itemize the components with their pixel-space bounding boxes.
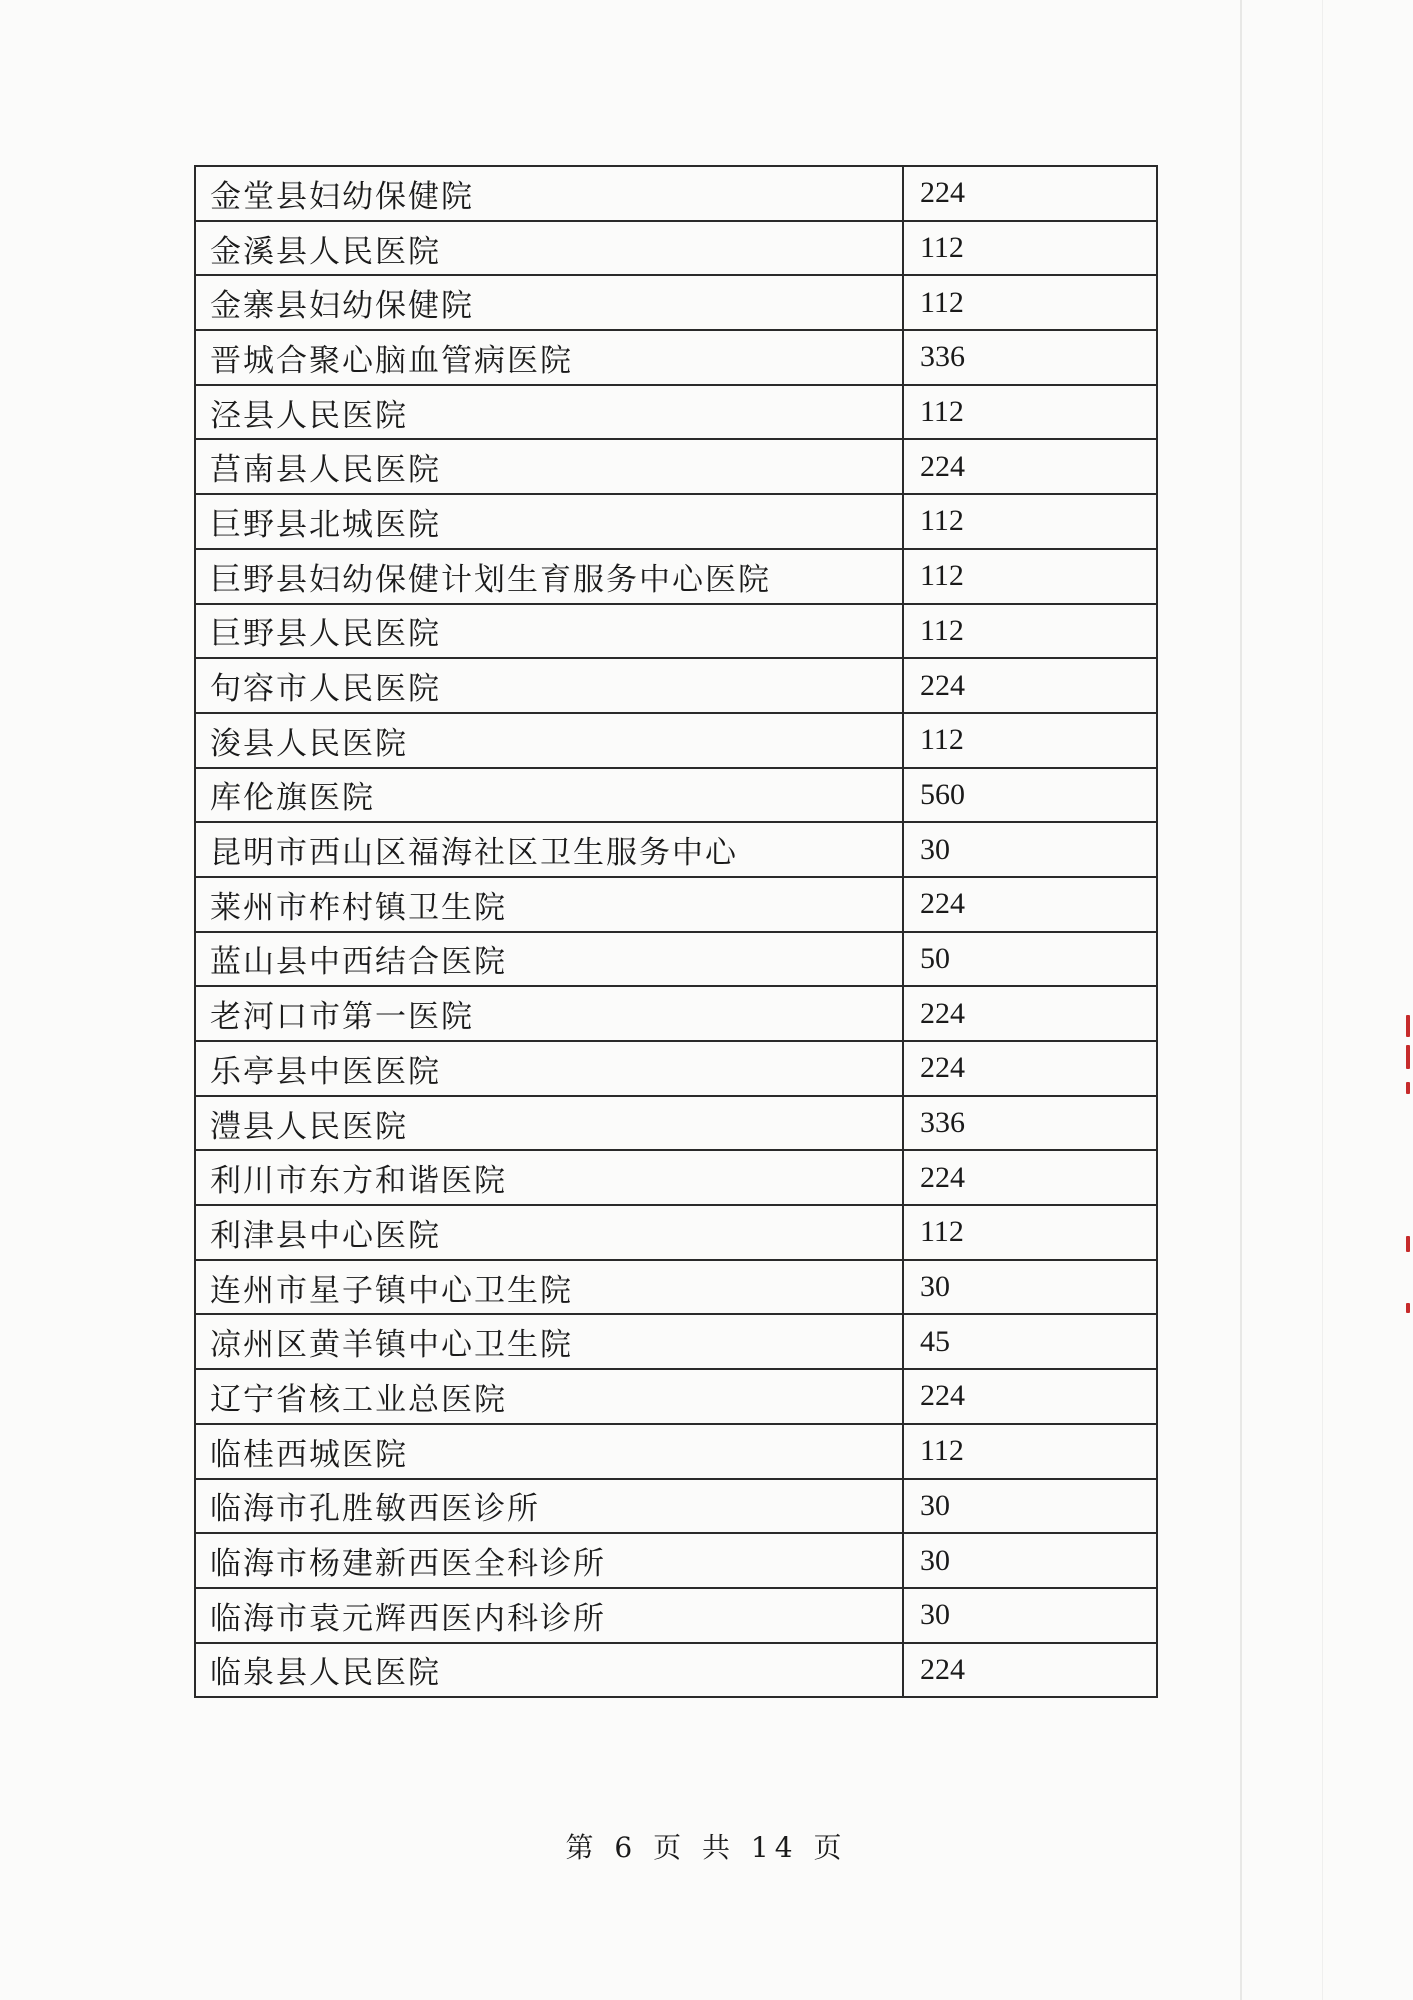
institution-name-cell: 凉州区黄羊镇中心卫生院	[195, 1314, 903, 1369]
table-row	[195, 439, 1157, 494]
table-row	[195, 221, 1157, 276]
quantity-cell: 30	[903, 1260, 1157, 1315]
table-row	[195, 932, 1157, 987]
quantity-cell: 224	[903, 166, 1157, 221]
page-edge-shadow	[1240, 0, 1242, 2000]
quantity-cell: 50	[903, 932, 1157, 987]
quantity-cell: 224	[903, 658, 1157, 713]
table-row	[195, 1150, 1157, 1205]
institution-name-cell: 辽宁省核工业总医院	[195, 1369, 903, 1424]
table-row	[195, 877, 1157, 932]
table-row	[195, 1533, 1157, 1588]
page-edge-shadow-secondary	[1322, 0, 1323, 2000]
table-row	[195, 986, 1157, 1041]
quantity-cell: 224	[903, 1041, 1157, 1096]
institution-name-cell: 乐亭县中医医院	[195, 1041, 903, 1096]
table-row	[195, 549, 1157, 604]
institution-name-cell: 巨野县北城医院	[195, 494, 903, 549]
table-row	[195, 713, 1157, 768]
institution-name-cell: 昆明市西山区福海社区卫生服务中心	[195, 822, 903, 877]
institution-name-cell: 晋城合聚心脑血管病医院	[195, 330, 903, 385]
quantity-cell: 45	[903, 1314, 1157, 1369]
table-row	[195, 1205, 1157, 1260]
table-row	[195, 275, 1157, 330]
quantity-cell: 112	[903, 1205, 1157, 1260]
table-row	[195, 658, 1157, 713]
quantity-cell: 30	[903, 1533, 1157, 1588]
page-number-footer: 第 6 页 共 14 页	[565, 1831, 848, 1864]
quantity-cell: 560	[903, 768, 1157, 823]
quantity-cell: 112	[903, 713, 1157, 768]
table-row	[195, 1041, 1157, 1096]
institution-name-cell: 利川市东方和谐医院	[195, 1150, 903, 1205]
institution-name-cell: 句容市人民医院	[195, 658, 903, 713]
table-row	[195, 330, 1157, 385]
table-row	[195, 166, 1157, 221]
institution-name-cell: 浚县人民医院	[195, 713, 903, 768]
table-row	[195, 1314, 1157, 1369]
quantity-cell: 224	[903, 1150, 1157, 1205]
red-scan-mark	[1406, 1082, 1410, 1094]
institution-name-cell: 临泉县人民医院	[195, 1643, 903, 1698]
quantity-cell: 112	[903, 549, 1157, 604]
red-scan-mark	[1406, 1015, 1410, 1037]
quantity-cell: 30	[903, 1588, 1157, 1643]
quantity-cell: 336	[903, 1096, 1157, 1151]
quantity-cell: 224	[903, 1643, 1157, 1698]
table-row	[195, 1096, 1157, 1151]
institution-name-cell: 连州市星子镇中心卫生院	[195, 1260, 903, 1315]
institution-name-cell: 蓝山县中西结合医院	[195, 932, 903, 987]
institution-name-cell: 巨野县人民医院	[195, 604, 903, 659]
table-row	[195, 604, 1157, 659]
institution-name-cell: 金寨县妇幼保健院	[195, 275, 903, 330]
institution-name-cell: 莒南县人民医院	[195, 439, 903, 494]
quantity-cell: 224	[903, 986, 1157, 1041]
quantity-cell: 112	[903, 1424, 1157, 1479]
quantity-cell: 336	[903, 330, 1157, 385]
table-row	[195, 768, 1157, 823]
quantity-cell: 112	[903, 604, 1157, 659]
table-row	[195, 1588, 1157, 1643]
quantity-cell: 224	[903, 439, 1157, 494]
institution-name-cell: 临海市杨建新西医全科诊所	[195, 1533, 903, 1588]
institution-name-cell: 泾县人民医院	[195, 385, 903, 440]
institution-name-cell: 临海市孔胜敏西医诊所	[195, 1479, 903, 1534]
quantity-cell: 112	[903, 385, 1157, 440]
institution-name-cell: 利津县中心医院	[195, 1205, 903, 1260]
table-row	[195, 1260, 1157, 1315]
hospital-allocation-table	[194, 165, 1158, 1698]
red-scan-mark	[1406, 1045, 1410, 1069]
table-row	[195, 1643, 1157, 1698]
institution-name-cell: 库伦旗医院	[195, 768, 903, 823]
table-row	[195, 1369, 1157, 1424]
institution-name-cell: 莱州市柞村镇卫生院	[195, 877, 903, 932]
institution-name-cell: 金溪县人民医院	[195, 221, 903, 276]
institution-name-cell: 老河口市第一医院	[195, 986, 903, 1041]
quantity-cell: 112	[903, 221, 1157, 276]
institution-name-cell: 澧县人民医院	[195, 1096, 903, 1151]
quantity-cell: 112	[903, 494, 1157, 549]
quantity-cell: 112	[903, 275, 1157, 330]
institution-name-cell: 临桂西城医院	[195, 1424, 903, 1479]
table-row	[195, 385, 1157, 440]
red-scan-mark	[1406, 1236, 1410, 1252]
red-scan-mark	[1406, 1303, 1410, 1313]
quantity-cell: 30	[903, 1479, 1157, 1534]
table-row	[195, 1479, 1157, 1534]
institution-name-cell: 巨野县妇幼保健计划生育服务中心医院	[195, 549, 903, 604]
table-body	[195, 166, 1157, 1697]
quantity-cell: 224	[903, 877, 1157, 932]
table-row	[195, 822, 1157, 877]
quantity-cell: 30	[903, 822, 1157, 877]
institution-name-cell: 临海市袁元辉西医内科诊所	[195, 1588, 903, 1643]
quantity-cell: 224	[903, 1369, 1157, 1424]
institution-name-cell: 金堂县妇幼保健院	[195, 166, 903, 221]
table-row	[195, 494, 1157, 549]
table-row	[195, 1424, 1157, 1479]
